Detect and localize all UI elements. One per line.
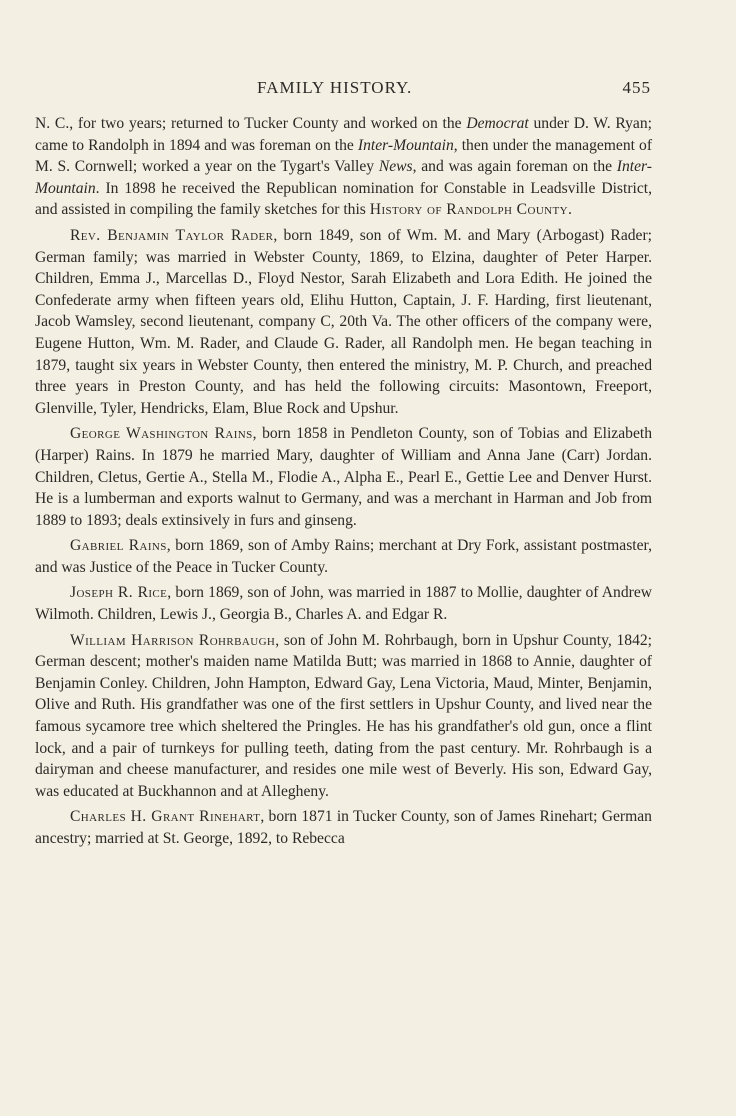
page-header <box>35 78 651 102</box>
body-text <box>35 113 652 850</box>
newspaper-title: Inter-Mountain <box>35 158 652 197</box>
paragraph-continuation <box>35 113 652 221</box>
person-name: Joseph R. Rice <box>70 584 168 602</box>
person-name: Charles H. Grant Rinehart <box>70 808 261 826</box>
entry-text: , born 1871 in Tucker County, son of James Rinehart; German ancestry; married at St. George, 1892, to Rebecca <box>35 808 652 847</box>
person-name: William Harrison Rohrbaugh <box>70 631 276 649</box>
newspaper-title: Inter-Mountain <box>357 136 454 154</box>
biography-entry <box>35 535 652 578</box>
person-name: George Washington Rains <box>70 425 253 443</box>
text-run: . In 1898 he received the Republican nomination for Constable in Leadsville District, and assisted in compiling the family sketches for this <box>35 179 652 219</box>
entry-text: , born 1869, son of John, was married in 1887 to Mollie, daughter of Andrew Wilmoth. Children, Lewis J., Georgia B., Charles A. and Edgar R. <box>35 584 652 624</box>
text-run: N. C., for two years; returned to Tucker County and worked on the <box>35 115 467 132</box>
entry-text: , born 1869, son of Amby Rains; merchant at Dry Fork, assistant postmaster, and was Justice of the Peace in Tucker County. <box>35 537 652 576</box>
entry-text: , born 1858 in Pendleton County, son of Tobias and Elizabeth (Harper) Rains. In 1879 he married Mary, daughter of William and Anna Jane (Carr) Jordan. Children, Cletus, Gertie A., Stella M., Flodie A., Alpha E., Pearl E., Gettie Lee and Denver Hurst. He is a lumberman and exports walnut to Germany, and was a merchant in Harman and Job from 1889 to 1893; deals extinsively in furs and ginseng. <box>35 425 652 529</box>
text-run: under D. W. Ryan; came to Randolph in 1894 and was foreman on the <box>35 115 652 154</box>
text-run: , then under the management of M. S. Cornwell; worked a year on the Tygart's Valley <box>35 136 653 176</box>
page-number: 455 <box>622 78 651 97</box>
book-title: History of Randolph County. <box>369 201 573 219</box>
person-name: Rev. Benjamin Taylor Rader <box>70 226 274 244</box>
entry-text: , son of John M. Rohrbaugh, born in Upshur County, 1842; German descent; mother's maiden name Matilda Butt; was married in 1868 to Annie, daughter of Benjamin Conley. Children, John Hampton, Edward Gay, Lena Victoria, Maud, Minter, Benjamin, Olive and Ruth. His grandfather was one of the first settlers in Upshur County, and lived near the famous sycamore tree which sheltered the Pringles. He has his grandfather's old gun, once a flint lock, and a pair of turnkeys for pulling teeth, dating from the past century. Mr. Rohrbaugh is a dairyman and cheese manufacturer, and resides one mile west of Beverly. His son, Edward Gay, was educated at Buckhannon and at Allegheny. <box>35 631 652 800</box>
biography-entry <box>35 423 652 531</box>
biography-entry <box>35 225 652 419</box>
running-title: FAMILY HISTORY. <box>257 78 413 97</box>
biography-entry <box>35 806 652 849</box>
newspaper-title: Democrat <box>466 115 529 132</box>
biography-entry <box>35 582 652 625</box>
biography-entry <box>35 630 652 803</box>
person-name: Gabriel Rains <box>70 537 167 555</box>
entry-text: , born 1849, son of Wm. M. and Mary (Arbogast) Rader; German family; was married in Webster County, 1869, to Elzina, daughter of Peter Harper. Children, Emma J., Marcellas D., Floyd Nestor, Sarah Elizabeth and Lora Edith. He joined the Confederate army when fifteen years old, Elihu Hutton, Captain, J. F. Harding, first lieutenant, Jacob Wamsley, second lieutenant, company C, 20th Va. The other officers of the company were, Eugene Hutton, Wm. M. Rader, and Claude G. Rader, all Randolph men. He began teaching in 1879, taught six years in Webster County, then entered the ministry, M. P. Church, and preached three years in Preston County, and has held the following circuits: Masontown, Freeport, Glenville, Tyler, Hendricks, Elam, Blue Rock and Upshur. <box>35 226 652 417</box>
newspaper-title: News <box>378 158 413 176</box>
text-run: , and was again foreman on the <box>412 158 617 176</box>
